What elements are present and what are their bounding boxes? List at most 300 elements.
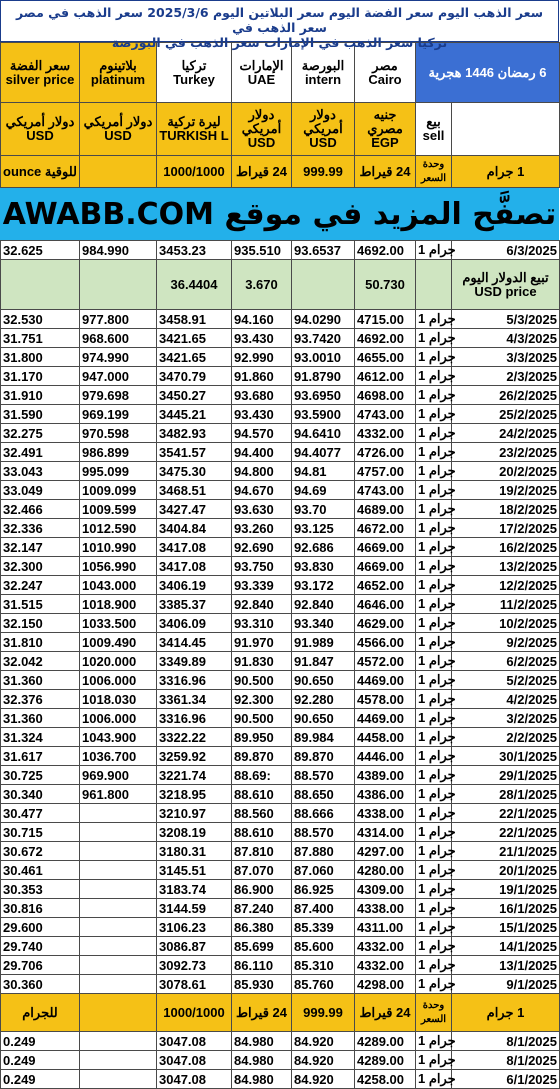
unit-cell: 1 جرام <box>416 842 452 861</box>
platinum-cell <box>80 842 157 861</box>
unit-cell: 1 جرام <box>416 595 452 614</box>
uae-cell: 87.240 <box>232 899 292 918</box>
table-row <box>1 519 560 538</box>
page-title <box>0 0 559 50</box>
table-row <box>1 937 560 956</box>
uae-cell: 93.430 <box>232 329 292 348</box>
cairo-cell: 4646.00 <box>355 595 416 614</box>
cairo-cell: 4386.00 <box>355 785 416 804</box>
intern-cell: 93.70 <box>292 500 355 519</box>
date-cell: 16/1/2025 <box>452 899 560 918</box>
date-cell: 28/1/2025 <box>452 785 560 804</box>
silver-cell: 31.751 <box>1 329 80 348</box>
date-cell: 6/3/2025 <box>452 241 560 260</box>
usd-empty-3 <box>292 260 355 310</box>
platinum-cell: 1009.099 <box>80 481 157 500</box>
platinum-cell: 979.698 <box>80 386 157 405</box>
unit-cell: 1 جرام <box>416 1070 452 1089</box>
date-cell: 25/2/2025 <box>452 405 560 424</box>
unit-cell: 1 جرام <box>416 937 452 956</box>
site-banner[interactable]: تصفَّح المزيد في موقع AWABB.COM <box>0 188 559 240</box>
silver-cell: 29.600 <box>1 918 80 937</box>
turkey-cell: 3180.31 <box>157 842 232 861</box>
cairo-cell: 4692.00 <box>355 241 416 260</box>
table-row <box>1 1032 560 1051</box>
uae-cell: 87.070 <box>232 861 292 880</box>
silver-cell: 30.725 <box>1 766 80 785</box>
silver-cell: 33.049 <box>1 481 80 500</box>
table-row <box>1 405 560 424</box>
usd-cairo: 50.730 <box>355 260 416 310</box>
usd-empty-1 <box>1 260 80 310</box>
col-header-platinum: بلاتينوم platinum <box>80 43 157 103</box>
uae-cell: 94.570 <box>232 424 292 443</box>
table-row <box>1 652 560 671</box>
uae-cell: 92.690 <box>232 538 292 557</box>
cairo-cell: 4289.00 <box>355 1032 416 1051</box>
date-cell: 19/2/2025 <box>452 481 560 500</box>
unit-cell: 1 جرام <box>416 367 452 386</box>
date-cell: 11/2/2025 <box>452 595 560 614</box>
silver-cell: 32.150 <box>1 614 80 633</box>
uae-cell: 90.500 <box>232 709 292 728</box>
platinum-cell: 969.199 <box>80 405 157 424</box>
unit-cell: 1 جرام <box>416 500 452 519</box>
cairo-cell: 4655.00 <box>355 348 416 367</box>
uae-cell: 91.970 <box>232 633 292 652</box>
unit-cell: 1 جرام <box>416 690 452 709</box>
turkey-cell: 3417.08 <box>157 538 232 557</box>
intern-cell: 91.989 <box>292 633 355 652</box>
uae-cell: 88.69: <box>232 766 292 785</box>
silver-cell: 32.376 <box>1 690 80 709</box>
turkey-cell: 3361.34 <box>157 690 232 709</box>
turkey-cell: 3349.89 <box>157 652 232 671</box>
uae-cell: 85.930 <box>232 975 292 994</box>
turkey-cell: 3421.65 <box>157 348 232 367</box>
cairo-cell: 4612.00 <box>355 367 416 386</box>
unit-cell: 1 جرام <box>416 709 452 728</box>
turkey-cell: 3406.19 <box>157 576 232 595</box>
turkey-cell: 3475.30 <box>157 462 232 481</box>
turkey-cell: 3445.21 <box>157 405 232 424</box>
intern-cell: 92.686 <box>292 538 355 557</box>
sell-label: بيع sell <box>416 103 452 156</box>
uae-cell: 87.810 <box>232 842 292 861</box>
platinum-cell: 947.000 <box>80 367 157 386</box>
table-row <box>1 557 560 576</box>
table-row <box>1 823 560 842</box>
date-cell: 19/1/2025 <box>452 880 560 899</box>
unit2-cairo: 24 قيراط <box>355 994 416 1032</box>
table-row <box>1 899 560 918</box>
platinum-cell: 1033.500 <box>80 614 157 633</box>
cairo-cell: 4314.00 <box>355 823 416 842</box>
intern-cell: 84.920 <box>292 1051 355 1070</box>
uae-cell: 86.900 <box>232 880 292 899</box>
date-cell: 12/2/2025 <box>452 576 560 595</box>
silver-cell: 29.740 <box>1 937 80 956</box>
turkey-cell: 3316.96 <box>157 671 232 690</box>
uae-cell: 86.380 <box>232 918 292 937</box>
platinum-cell <box>80 823 157 842</box>
turkey-cell: 3078.61 <box>157 975 232 994</box>
cairo-cell: 4289.00 <box>355 1051 416 1070</box>
platinum-cell: 1018.030 <box>80 690 157 709</box>
uae-cell: 84.980 <box>232 1070 292 1089</box>
silver-cell: 31.590 <box>1 405 80 424</box>
uae-cell: 91.860 <box>232 367 292 386</box>
platinum-cell: 1010.990 <box>80 538 157 557</box>
intern-cell: 93.830 <box>292 557 355 576</box>
turkey-cell: 3092.73 <box>157 956 232 975</box>
intern-cell: 88.570 <box>292 823 355 842</box>
usd-turkey: 36.4404 <box>157 260 232 310</box>
intern-cell: 93.6537 <box>292 241 355 260</box>
turkey-cell: 3145.51 <box>157 861 232 880</box>
intern-cell: 90.650 <box>292 671 355 690</box>
platinum-cell <box>80 861 157 880</box>
cairo-cell: 4757.00 <box>355 462 416 481</box>
table-row <box>1 633 560 652</box>
intern-cell: 88.570 <box>292 766 355 785</box>
unit-cell: 1 جرام <box>416 614 452 633</box>
silver-cell: 31.360 <box>1 709 80 728</box>
turkey-cell: 3453.23 <box>157 241 232 260</box>
uae-cell: 93.310 <box>232 614 292 633</box>
unit-label: وحدة السعر <box>416 156 452 188</box>
platinum-cell: 1018.900 <box>80 595 157 614</box>
platinum-cell: 961.800 <box>80 785 157 804</box>
uae-cell: 93.339 <box>232 576 292 595</box>
unit2-silver: للجرام <box>1 994 80 1032</box>
table-row <box>1 462 560 481</box>
unit-cell: 1 جرام <box>416 576 452 595</box>
table-row <box>1 690 560 709</box>
cairo-cell: 4669.00 <box>355 538 416 557</box>
uae-cell: 94.800 <box>232 462 292 481</box>
turkey-cell: 3183.74 <box>157 880 232 899</box>
cairo-cell: 4332.00 <box>355 424 416 443</box>
uae-cell: 84.980 <box>232 1032 292 1051</box>
date-cell: 15/1/2025 <box>452 918 560 937</box>
date-cell: 13/2/2025 <box>452 557 560 576</box>
turkey-cell: 3221.74 <box>157 766 232 785</box>
date-cell: 26/2/2025 <box>452 386 560 405</box>
turkey-cell: 3316.96 <box>157 709 232 728</box>
platinum-cell <box>80 1032 157 1051</box>
unit-cell: 1 جرام <box>416 443 452 462</box>
table-row <box>1 576 560 595</box>
platinum-cell <box>80 956 157 975</box>
table-row <box>1 975 560 994</box>
date-cell: 20/1/2025 <box>452 861 560 880</box>
turkey-cell: 3482.93 <box>157 424 232 443</box>
header-table <box>0 42 560 188</box>
title-line-2: تركيا سعر الذهب في الإمارات سعر الذهب في البورصة <box>111 35 448 50</box>
cairo-cell: 4297.00 <box>355 842 416 861</box>
intern-cell: 86.925 <box>292 880 355 899</box>
platinum-cell: 984.990 <box>80 241 157 260</box>
unit2-gram: 1 جرام <box>452 994 560 1032</box>
silver-cell: 31.617 <box>1 747 80 766</box>
currency-platinum: دولار أمريكي USD <box>80 103 157 156</box>
silver-cell: 31.910 <box>1 386 80 405</box>
silver-cell: 31.360 <box>1 671 80 690</box>
table-row <box>1 500 560 519</box>
uae-cell: 93.260 <box>232 519 292 538</box>
turkey-cell: 3421.65 <box>157 329 232 348</box>
unit-cell: 1 جرام <box>416 728 452 747</box>
intern-cell: 93.6950 <box>292 386 355 405</box>
platinum-cell: 1056.990 <box>80 557 157 576</box>
silver-cell: 29.706 <box>1 956 80 975</box>
table-row <box>1 956 560 975</box>
turkey-cell: 3417.08 <box>157 557 232 576</box>
platinum-cell: 1009.490 <box>80 633 157 652</box>
uae-cell: 92.840 <box>232 595 292 614</box>
platinum-cell <box>80 918 157 937</box>
unit-cell: 1 جرام <box>416 462 452 481</box>
currency-cairo: جنيه مصري EGP <box>355 103 416 156</box>
platinum-cell <box>80 899 157 918</box>
date-cell: 8/1/2025 <box>452 1051 560 1070</box>
unit-cell: 1 جرام <box>416 519 452 538</box>
date-cell: 9/2/2025 <box>452 633 560 652</box>
table-row <box>1 880 560 899</box>
uae-cell: 93.430 <box>232 405 292 424</box>
table-row <box>1 728 560 747</box>
date-cell: 21/1/2025 <box>452 842 560 861</box>
silver-cell: 30.360 <box>1 975 80 994</box>
table-row <box>1 1051 560 1070</box>
uae-cell: 94.400 <box>232 443 292 462</box>
table-row <box>1 785 560 804</box>
usd-empty-2 <box>80 260 157 310</box>
unit-cell: 1 جرام <box>416 633 452 652</box>
cairo-cell: 4309.00 <box>355 880 416 899</box>
unit-cell: 1 جرام <box>416 424 452 443</box>
table-row <box>1 329 560 348</box>
platinum-cell: 1043.000 <box>80 576 157 595</box>
cairo-cell: 4469.00 <box>355 671 416 690</box>
cairo-cell: 4578.00 <box>355 690 416 709</box>
intern-cell: 85.310 <box>292 956 355 975</box>
table-row <box>1 424 560 443</box>
unit-cell: 1 جرام <box>416 975 452 994</box>
table-row <box>1 709 560 728</box>
intern-cell: 93.7420 <box>292 329 355 348</box>
cairo-cell: 4332.00 <box>355 956 416 975</box>
title-line-1: سعر الذهب اليوم سعر الفضة اليوم سعر البلاتين اليوم 2025/3/6 سعر الذهب في مصر سعر الذهب في <box>16 5 543 35</box>
cairo-cell: 4743.00 <box>355 481 416 500</box>
turkey-cell: 3322.22 <box>157 728 232 747</box>
unit-cell: 1 جرام <box>416 652 452 671</box>
cairo-cell: 4338.00 <box>355 899 416 918</box>
date-cell: 4/2/2025 <box>452 690 560 709</box>
intern-cell: 84.920 <box>292 1032 355 1051</box>
intern-cell: 93.340 <box>292 614 355 633</box>
silver-cell: 30.461 <box>1 861 80 880</box>
unit-uae: 24 قيراط <box>232 156 292 188</box>
platinum-cell: 970.598 <box>80 424 157 443</box>
uae-cell: 89.870 <box>232 747 292 766</box>
turkey-cell: 3259.92 <box>157 747 232 766</box>
uae-cell: 88.610 <box>232 823 292 842</box>
intern-cell: 91.8790 <box>292 367 355 386</box>
unit2-label: وحدة السعر <box>416 994 452 1032</box>
cairo-cell: 4280.00 <box>355 861 416 880</box>
cairo-cell: 4726.00 <box>355 443 416 462</box>
platinum-cell: 986.899 <box>80 443 157 462</box>
intern-cell: 94.81 <box>292 462 355 481</box>
turkey-cell: 3047.08 <box>157 1032 232 1051</box>
unit-cell: 1 جرام <box>416 804 452 823</box>
intern-cell: 92.280 <box>292 690 355 709</box>
date-cell: 24/2/2025 <box>452 424 560 443</box>
unit-row-2 <box>1 994 560 1032</box>
date-cell: 5/3/2025 <box>452 310 560 329</box>
platinum-cell: 968.600 <box>80 329 157 348</box>
intern-cell: 91.847 <box>292 652 355 671</box>
turkey-cell: 3427.47 <box>157 500 232 519</box>
intern-cell: 94.0290 <box>292 310 355 329</box>
unit-cell: 1 جرام <box>416 481 452 500</box>
uae-cell: 92.990 <box>232 348 292 367</box>
turkey-cell: 3541.57 <box>157 443 232 462</box>
date-cell: 3/3/2025 <box>452 348 560 367</box>
empty-cell <box>452 103 560 156</box>
cairo-cell: 4572.00 <box>355 652 416 671</box>
col-header-uae: الإمارات UAE <box>232 43 292 103</box>
date-cell: 13/1/2025 <box>452 956 560 975</box>
silver-cell: 32.042 <box>1 652 80 671</box>
uae-cell: 89.950 <box>232 728 292 747</box>
platinum-cell <box>80 804 157 823</box>
silver-cell: 30.353 <box>1 880 80 899</box>
intern-cell: 87.400 <box>292 899 355 918</box>
turkey-cell: 3086.87 <box>157 937 232 956</box>
platinum-cell: 1009.599 <box>80 500 157 519</box>
platinum-cell: 995.099 <box>80 462 157 481</box>
turkey-cell: 3047.08 <box>157 1070 232 1089</box>
unit-cell: 1 جرام <box>416 956 452 975</box>
col-header-intern: البورصة intern <box>292 43 355 103</box>
unit-cell: 1 جرام <box>416 899 452 918</box>
intern-cell: 94.4077 <box>292 443 355 462</box>
silver-cell: 31.800 <box>1 348 80 367</box>
cairo-cell: 4698.00 <box>355 386 416 405</box>
intern-cell: 87.880 <box>292 842 355 861</box>
unit2-turkey: 1000/1000 <box>157 994 232 1032</box>
intern-cell: 93.0010 <box>292 348 355 367</box>
platinum-cell <box>80 1051 157 1070</box>
cairo-cell: 4669.00 <box>355 557 416 576</box>
cairo-cell: 4652.00 <box>355 576 416 595</box>
date-cell: 8/1/2025 <box>452 1032 560 1051</box>
uae-cell: 86.110 <box>232 956 292 975</box>
table-row <box>1 538 560 557</box>
table-row <box>1 804 560 823</box>
silver-cell: 31.170 <box>1 367 80 386</box>
unit-cell: 1 جرام <box>416 861 452 880</box>
unit-cell: 1 جرام <box>416 766 452 785</box>
platinum-cell: 1012.590 <box>80 519 157 538</box>
unit2-platinum <box>80 994 157 1032</box>
intern-cell: 88.666 <box>292 804 355 823</box>
unit-cell: 1 جرام <box>416 747 452 766</box>
platinum-cell: 1043.900 <box>80 728 157 747</box>
turkey-cell: 3406.09 <box>157 614 232 633</box>
table-row <box>1 747 560 766</box>
silver-cell: 31.324 <box>1 728 80 747</box>
platinum-cell: 969.900 <box>80 766 157 785</box>
platinum-cell: 974.990 <box>80 348 157 367</box>
table-row <box>1 310 560 329</box>
cairo-cell: 4469.00 <box>355 709 416 728</box>
currency-silver: دولار أمريكي USD <box>1 103 80 156</box>
currency-turkey: ليرة تركية TURKISH L <box>157 103 232 156</box>
intern-cell: 92.840 <box>292 595 355 614</box>
turkey-cell: 3458.91 <box>157 310 232 329</box>
date-cell: 6/2/2025 <box>452 652 560 671</box>
usd-label: تبيع الدولار اليوم USD price <box>452 260 560 310</box>
uae-cell: 92.300 <box>232 690 292 709</box>
unit-cairo: 24 قيراط <box>355 156 416 188</box>
cairo-cell: 4629.00 <box>355 614 416 633</box>
silver-cell: 31.810 <box>1 633 80 652</box>
price-table <box>0 240 560 1089</box>
platinum-cell <box>80 1070 157 1089</box>
cairo-cell: 4311.00 <box>355 918 416 937</box>
date-cell: 2/3/2025 <box>452 367 560 386</box>
unit2-intern: 999.99 <box>292 994 355 1032</box>
intern-cell: 93.125 <box>292 519 355 538</box>
silver-cell: 32.147 <box>1 538 80 557</box>
unit-cell: 1 جرام <box>416 557 452 576</box>
unit-cell: 1 جرام <box>416 785 452 804</box>
intern-cell: 94.69 <box>292 481 355 500</box>
silver-cell: 32.625 <box>1 241 80 260</box>
cairo-cell: 4332.00 <box>355 937 416 956</box>
turkey-cell: 3144.59 <box>157 899 232 918</box>
silver-cell: 32.491 <box>1 443 80 462</box>
silver-cell: 30.340 <box>1 785 80 804</box>
turkey-cell: 3414.45 <box>157 633 232 652</box>
currency-intern: دولار أمريكي USD <box>292 103 355 156</box>
date-cell: 10/2/2025 <box>452 614 560 633</box>
uae-cell: 85.699 <box>232 937 292 956</box>
table-row <box>1 671 560 690</box>
usd-uae: 3.670 <box>232 260 292 310</box>
uae-cell: 935.510 <box>232 241 292 260</box>
unit-cell: 1 جرام <box>416 329 452 348</box>
silver-cell: 32.466 <box>1 500 80 519</box>
turkey-cell: 3210.97 <box>157 804 232 823</box>
cairo-cell: 4338.00 <box>355 804 416 823</box>
intern-cell: 89.984 <box>292 728 355 747</box>
uae-cell: 93.750 <box>232 557 292 576</box>
table-row <box>1 1070 560 1089</box>
intern-cell: 88.650 <box>292 785 355 804</box>
unit-cell: 1 جرام <box>416 671 452 690</box>
uae-cell: 90.500 <box>232 671 292 690</box>
cairo-cell: 4743.00 <box>355 405 416 424</box>
silver-cell: 32.336 <box>1 519 80 538</box>
platinum-cell: 1036.700 <box>80 747 157 766</box>
cairo-cell: 4446.00 <box>355 747 416 766</box>
uae-cell: 88.610 <box>232 785 292 804</box>
